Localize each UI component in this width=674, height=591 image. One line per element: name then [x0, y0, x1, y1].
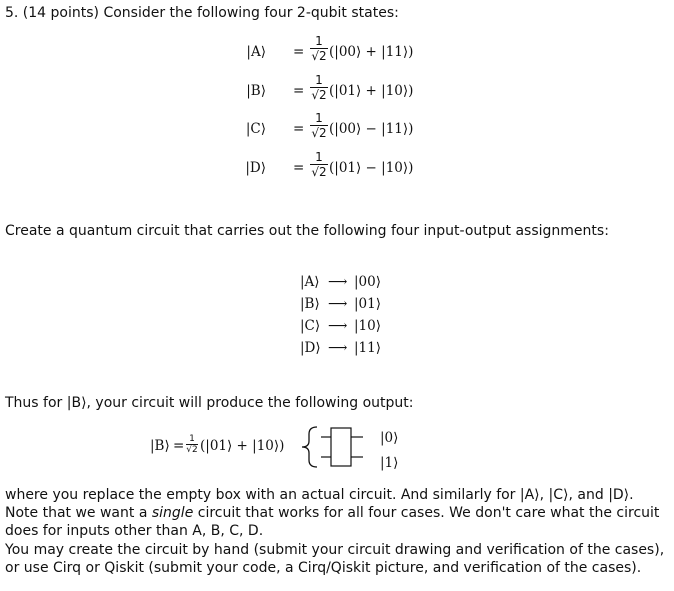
- closing-paragraph: [5, 486, 665, 540]
- fraction-numerator: 1: [189, 433, 195, 444]
- fraction-denominator: √2: [311, 126, 327, 140]
- closing-text-part1: where you replace the empty box with an actual circuit. And similarly for |A⟩, |C⟩, and |D⟩. Note that we want a: [5, 487, 634, 521]
- mapping-input: |C⟩: [300, 318, 321, 334]
- equals-sign: =: [293, 83, 305, 99]
- state-label: |D⟩: [245, 160, 266, 176]
- empty-circuit-box: [331, 428, 351, 466]
- input-state-expression: (|01⟩ + |10⟩): [200, 438, 285, 454]
- equals-sign: =: [293, 44, 305, 60]
- state-expression: (|01⟩ + |10⟩): [329, 83, 414, 99]
- fraction: [310, 74, 328, 102]
- mapping-output: |01⟩: [354, 296, 381, 312]
- example-intro: Thus for |B⟩, your circuit will produce the following output:: [5, 395, 414, 411]
- fraction-denominator: √2: [311, 49, 327, 63]
- equals-sign: =: [293, 121, 305, 137]
- mapping-input: |B⟩: [300, 296, 320, 312]
- mapping-output: |00⟩: [354, 274, 381, 290]
- mapping-input: |A⟩: [300, 274, 320, 290]
- fraction-numerator: 1: [315, 73, 323, 87]
- equals-sign: =: [293, 160, 305, 176]
- fraction-numerator: 1: [315, 150, 323, 164]
- mapping-arrow: ⟶: [328, 340, 348, 356]
- input-state-label: |B⟩: [150, 438, 170, 454]
- fraction-denominator: √2: [311, 165, 327, 179]
- mapping-output: |10⟩: [354, 318, 381, 334]
- fraction: [310, 112, 328, 140]
- fraction-numerator: 1: [315, 111, 323, 125]
- fraction-denominator: √2: [186, 444, 198, 455]
- output-top-qubit: |0⟩: [380, 430, 399, 446]
- mapping-arrow: ⟶: [328, 274, 348, 290]
- equals-sign: =: [173, 438, 185, 454]
- input-brace: [302, 427, 317, 467]
- closing-text-part2: circuit that works for all four cases. We don't care what the circuit does for inputs other than A, B, C, D.: [5, 505, 660, 539]
- mapping-arrow: ⟶: [328, 296, 348, 312]
- state-expression: (|01⟩ − |10⟩): [329, 160, 414, 176]
- mapping-input: |D⟩: [300, 340, 321, 356]
- fraction: [310, 35, 328, 63]
- state-expression: (|00⟩ + |11⟩): [329, 44, 414, 60]
- mapping-arrow: ⟶: [328, 318, 348, 334]
- problem-heading: 5. (14 points) Consider the following four 2-qubit states:: [5, 5, 399, 21]
- output-bottom-qubit: |1⟩: [380, 455, 399, 471]
- emphasized-word: single: [151, 505, 194, 521]
- circuit-box-diagram: [295, 424, 385, 470]
- fraction-denominator: √2: [311, 88, 327, 102]
- state-label: |B⟩: [246, 83, 266, 99]
- task-statement: Create a quantum circuit that carries out the following four input-output assignments:: [5, 223, 609, 239]
- state-label: |A⟩: [246, 44, 266, 60]
- state-expression: (|00⟩ − |11⟩): [329, 121, 414, 137]
- mapping-output: |11⟩: [354, 340, 381, 356]
- fraction-numerator: 1: [315, 34, 323, 48]
- small-fraction: [185, 434, 199, 455]
- submission-instructions: You may create the circuit by hand (submit your circuit drawing and verification of the cases), or use Cirq or Qiskit (submit your code, a Cirq/Qiskit picture, and verification of the cases).: [5, 542, 665, 576]
- fraction: [310, 151, 328, 179]
- state-label: |C⟩: [245, 121, 266, 137]
